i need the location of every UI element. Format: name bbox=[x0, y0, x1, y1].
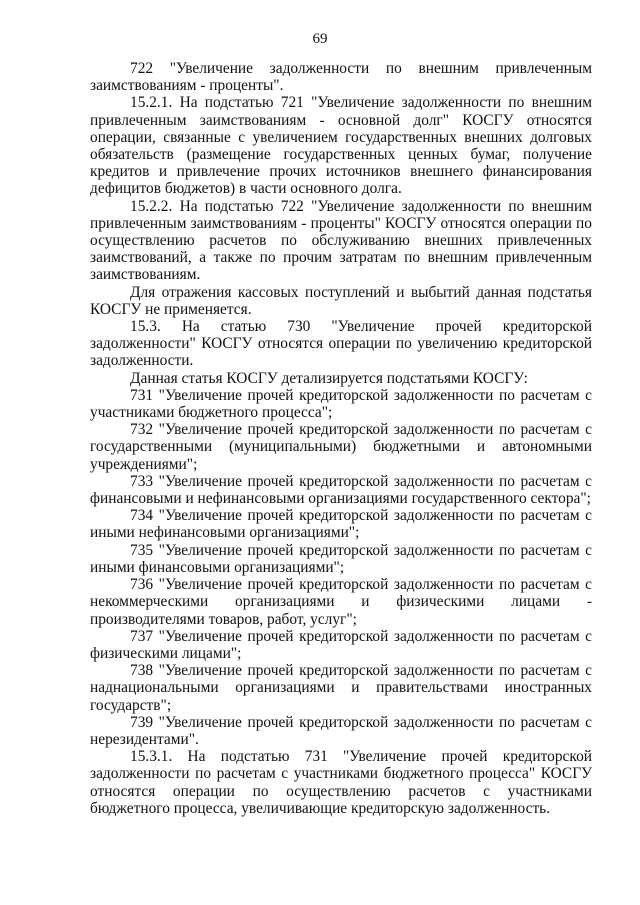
paragraph: 739 "Увеличение прочей кредиторской задолженности по расчетам с нерезидентами". bbox=[90, 713, 592, 748]
paragraph: 737 "Увеличение прочей кредиторской задолженности по расчетам с физическими лицами"; bbox=[90, 627, 592, 662]
paragraph: 15.3.1. На подстатью 731 "Увеличение прочей кредиторской задолженности по расчетам с участниками бюджетного процесса" КОСГУ относятся операции по осуществлению расчетов с участниками бюджетного процесса, увеличивающие кредиторскую задолженность. bbox=[90, 748, 592, 817]
paragraph: Данная статья КОСГУ детализируется подстатьями КОСГУ: bbox=[130, 369, 528, 387]
paragraph: 734 "Увеличение прочей кредиторской задолженности по расчетам с иными нефинансовыми организациями"; bbox=[90, 507, 592, 542]
paragraph: 736 "Увеличение прочей кредиторской задолженности по расчетам с некоммерческими организациями и физическими лицами - производителями товаров, работ, услуг"; bbox=[90, 576, 592, 628]
paragraph: 15.2.2. На подстатью 722 "Увеличение задолженности по внешним привлеченным заимствованиям - проценты" КОСГУ относятся операции по осуществлению расчетов по обслуживанию внешних привлеченных заимствований, а также по прочим затратам по внешним привлеченным заимствованиям. bbox=[90, 197, 592, 284]
page-number: 69 bbox=[312, 31, 328, 47]
paragraph: Для отражения кассовых поступлений и выбытий данная подстатья КОСГУ не применяется. bbox=[90, 283, 592, 318]
paragraph: 15.2.1. На подстатью 721 "Увеличение задолженности по внешним привлеченным заимствованиям - основной долг" КОСГУ относятся операции, связанные с увеличением государственных внешних долговых обязательств (размещение государственных ценных бумаг, получение кредитов и привлечение прочих источников внешнего финансирования дефицитов бюджетов) в части основного долга. bbox=[90, 94, 592, 198]
paragraph: 733 "Увеличение прочей кредиторской задолженности по расчетам с финансовыми и нефинансовыми организациями государственного сектора"; bbox=[90, 472, 592, 508]
paragraph: 735 "Увеличение прочей кредиторской задолженности по расчетам с иными финансовыми организациями"; bbox=[90, 541, 592, 576]
paragraph: 722 "Увеличение задолженности по внешним привлеченным заимствованиям - проценты". bbox=[90, 60, 592, 95]
paragraph: 732 "Увеличение прочей кредиторской задолженности по расчетам с государственными (муниципальными) бюджетными и автономными учреждениями"; bbox=[90, 421, 592, 473]
paragraph: 738 "Увеличение прочей кредиторской задолженности по расчетам с наднациональными организациями и правительствами иностранных государств"; bbox=[90, 662, 592, 714]
paragraph: 731 "Увеличение прочей кредиторской задолженности по расчетам с участниками бюджетного процесса"; bbox=[90, 386, 592, 422]
document-body bbox=[90, 60, 592, 817]
paragraph: 15.3. На статью 730 "Увеличение прочей кредиторской задолженности" КОСГУ относятся операции по увеличению кредиторской задолженности. bbox=[90, 318, 592, 370]
